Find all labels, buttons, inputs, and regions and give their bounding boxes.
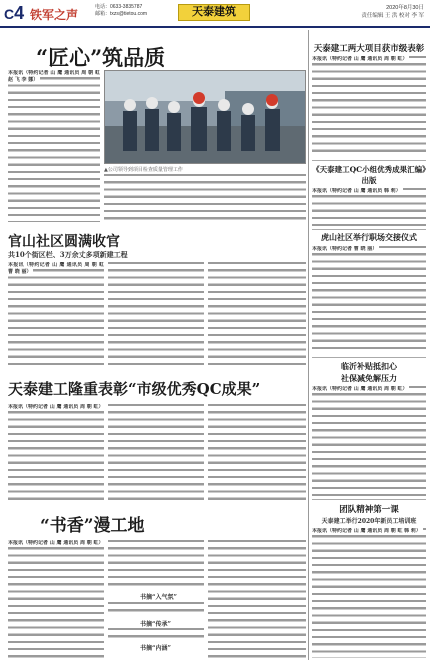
- article-byline: 本报讯（特约记者 山 鹰 通讯员 周 朝 虹 赵 飞 李 娜）: [8, 70, 100, 84]
- article-byline: 本报讯（特约记者 山 鹰 通讯员 周 朝 虹）: [8, 404, 104, 410]
- article-body: [108, 602, 204, 616]
- separator: [312, 499, 426, 500]
- separator: [312, 357, 426, 358]
- section-tag: 天泰建筑: [178, 4, 250, 21]
- photo-caption: ▲公司领导到项目检查质量管理工作: [104, 167, 183, 173]
- article-body: [8, 70, 100, 222]
- article-title: 天泰建工隆重表彰“市级优秀QC成果”: [8, 380, 261, 398]
- article-byline: 本报讯（特约记者 山 鹰 通讯员 周 朝 虹）: [312, 386, 408, 392]
- article-body: [208, 262, 306, 366]
- article-body: [108, 540, 204, 590]
- worksite-photo: [105, 71, 306, 164]
- article-body: [8, 262, 104, 366]
- article-subtitle: 共10个街区栏、3万余丈多项新建工程: [8, 250, 128, 259]
- issue-date: 2020年8月30日: [386, 5, 424, 11]
- article-byline: 本报讯（特约记者 曹 晓 丽）: [312, 246, 378, 252]
- article-title: 天泰建工两大项目获市级表彰: [313, 44, 425, 54]
- editor-credits: 责任编辑 王 洪 校对 李 军: [361, 13, 424, 19]
- article-subtitle: 天泰建工举行2020年新员工培训班: [321, 518, 417, 525]
- article-byline: 本报讯（特约记者 山 鹰 通讯员 周 朝 虹 曹 晓 丽）: [8, 262, 104, 276]
- article-body: [108, 404, 204, 502]
- article-title: 团队精神第一课: [339, 505, 399, 515]
- article-title: 虎山社区举行职场交接仪式: [321, 232, 417, 242]
- article-subhead: 书摘“传承”: [140, 621, 171, 628]
- article-byline: 本报讯（特约记者 山 鹰 通讯员 周 朝 虹 韩 莉）: [312, 528, 421, 534]
- column-divider: [308, 30, 309, 660]
- article-subhead: 书摘“内涵”: [140, 645, 171, 652]
- publication-name: 铁军之声: [30, 8, 79, 22]
- article-body: [208, 404, 306, 502]
- article-body: [108, 628, 204, 640]
- article-title: 《天泰建工QC小组优秀成果汇编》出版: [312, 165, 426, 185]
- article-subhead: 书摘“入气氛”: [140, 594, 177, 601]
- article-byline: 本报讯（特约记者 山 鹰 通讯员 周 朝 虹）: [312, 56, 408, 62]
- contact-info: 电话：0633-3835787 邮箱：txzs@tietou.com: [95, 4, 148, 17]
- article-body: [312, 386, 426, 496]
- date-block: [361, 4, 424, 20]
- header-rule: [0, 26, 430, 28]
- article-body: [312, 56, 426, 156]
- separator: [312, 160, 426, 161]
- article-body: [208, 540, 306, 658]
- article-title: 官山社区圆满收官: [8, 234, 120, 250]
- article-subtitle: 社保减免解压力: [341, 373, 397, 383]
- page-header: [0, 0, 430, 30]
- article-photo: [104, 70, 306, 164]
- article-body: [312, 188, 426, 226]
- article-body: [108, 262, 204, 366]
- article-body: [8, 404, 104, 502]
- article-byline: 本报讯（特约记者 山 鹰 通讯员 周 朝 虹）: [8, 540, 104, 546]
- separator: [312, 229, 426, 230]
- article-body: [104, 174, 306, 222]
- article-byline: 本报讯（特约记者 山 鹰 通讯员 韩 莉）: [312, 188, 401, 194]
- article-title: “匠心”筑品质: [36, 45, 166, 70]
- article-body: [312, 246, 426, 354]
- article-title: 临沂补贴抵扣心: [341, 361, 397, 371]
- page-number: C4: [4, 3, 25, 23]
- article-body: [8, 540, 104, 658]
- article-title: “书香”漫工地: [40, 516, 145, 536]
- article-body: [312, 528, 426, 658]
